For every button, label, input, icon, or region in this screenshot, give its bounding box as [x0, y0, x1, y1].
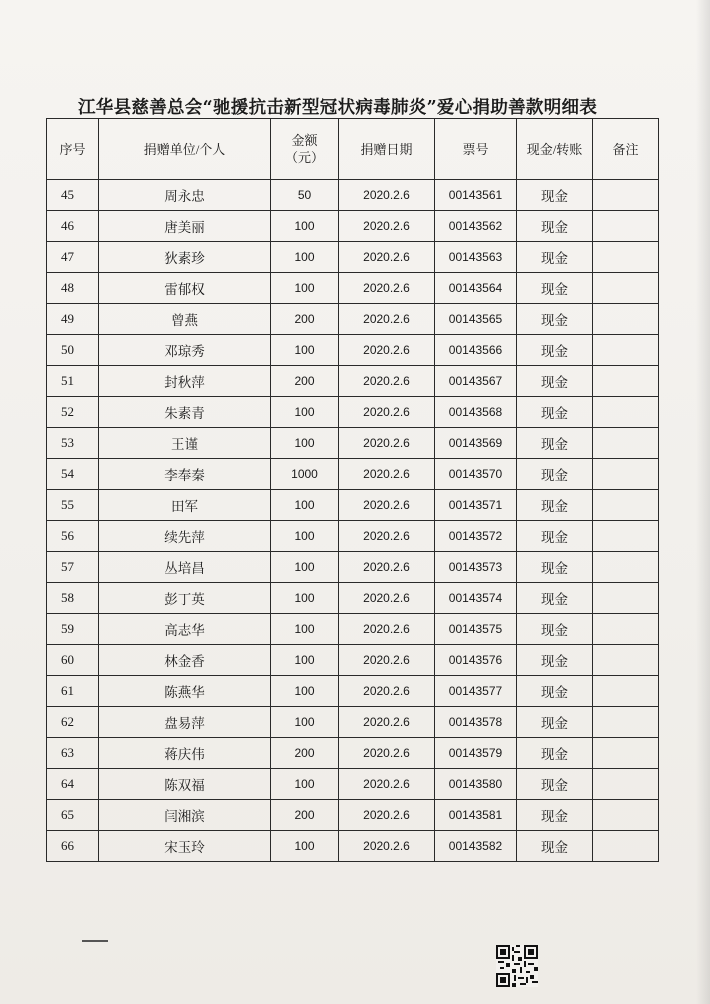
cell-donor: 田军 — [99, 490, 271, 521]
cell-ticket: 00143571 — [435, 490, 517, 521]
cell-date: 2020.2.6 — [339, 366, 435, 397]
cell-seq: 57 — [47, 552, 99, 583]
cell-note — [593, 614, 659, 645]
cell-amount: 100 — [271, 521, 339, 552]
cell-seq: 55 — [47, 490, 99, 521]
cell-method: 现金 — [517, 490, 593, 521]
cell-method: 现金 — [517, 769, 593, 800]
cell-donor: 邓琼秀 — [99, 335, 271, 366]
cell-note — [593, 831, 659, 862]
cell-donor: 高志华 — [99, 614, 271, 645]
table-row — [47, 645, 659, 676]
cell-seq: 54 — [47, 459, 99, 490]
cell-ticket: 00143566 — [435, 335, 517, 366]
cell-method: 现金 — [517, 211, 593, 242]
cell-donor: 王谨 — [99, 428, 271, 459]
cell-date: 2020.2.6 — [339, 738, 435, 769]
cell-ticket: 00143582 — [435, 831, 517, 862]
cell-date: 2020.2.6 — [339, 211, 435, 242]
donation-table — [46, 118, 659, 862]
cell-method: 现金 — [517, 242, 593, 273]
cell-seq: 63 — [47, 738, 99, 769]
cell-note — [593, 707, 659, 738]
cell-note — [593, 211, 659, 242]
cell-note — [593, 738, 659, 769]
cell-amount: 50 — [271, 180, 339, 211]
table-row — [47, 211, 659, 242]
cell-date: 2020.2.6 — [339, 707, 435, 738]
cell-seq: 61 — [47, 676, 99, 707]
cell-donor: 丛培昌 — [99, 552, 271, 583]
cell-date: 2020.2.6 — [339, 521, 435, 552]
page-edge-shadow — [696, 0, 710, 1004]
cell-donor: 唐美丽 — [99, 211, 271, 242]
table-row — [47, 459, 659, 490]
cell-date: 2020.2.6 — [339, 676, 435, 707]
cell-seq: 66 — [47, 831, 99, 862]
cell-ticket: 00143563 — [435, 242, 517, 273]
cell-ticket: 00143575 — [435, 614, 517, 645]
header-amount — [271, 119, 339, 180]
cell-amount: 100 — [271, 211, 339, 242]
cell-donor: 闫湘滨 — [99, 800, 271, 831]
cell-seq: 65 — [47, 800, 99, 831]
cell-note — [593, 335, 659, 366]
cell-note — [593, 769, 659, 800]
cell-donor: 狄素珍 — [99, 242, 271, 273]
cell-donor: 雷郁权 — [99, 273, 271, 304]
table-row — [47, 428, 659, 459]
cell-seq: 48 — [47, 273, 99, 304]
cell-ticket: 00143562 — [435, 211, 517, 242]
cell-ticket: 00143573 — [435, 552, 517, 583]
cell-donor: 宋玉玲 — [99, 831, 271, 862]
cell-amount: 100 — [271, 397, 339, 428]
cell-date: 2020.2.6 — [339, 614, 435, 645]
cell-ticket: 00143564 — [435, 273, 517, 304]
cell-method: 现金 — [517, 180, 593, 211]
cell-seq: 47 — [47, 242, 99, 273]
cell-seq: 51 — [47, 366, 99, 397]
header-method: 现金/转账 — [517, 119, 593, 180]
header-date: 捐赠日期 — [339, 119, 435, 180]
cell-method: 现金 — [517, 304, 593, 335]
cell-date: 2020.2.6 — [339, 180, 435, 211]
cell-method: 现金 — [517, 583, 593, 614]
table-row — [47, 707, 659, 738]
cell-method: 现金 — [517, 676, 593, 707]
cell-amount: 100 — [271, 676, 339, 707]
header-seq: 序号 — [47, 119, 99, 180]
cell-ticket: 00143569 — [435, 428, 517, 459]
table-row — [47, 769, 659, 800]
cell-seq: 50 — [47, 335, 99, 366]
cell-method: 现金 — [517, 273, 593, 304]
cell-note — [593, 273, 659, 304]
cell-seq: 56 — [47, 521, 99, 552]
cell-date: 2020.2.6 — [339, 583, 435, 614]
cell-date: 2020.2.6 — [339, 335, 435, 366]
cell-donor: 曾燕 — [99, 304, 271, 335]
table-row — [47, 831, 659, 862]
cell-note — [593, 366, 659, 397]
cell-date: 2020.2.6 — [339, 428, 435, 459]
cell-method: 现金 — [517, 397, 593, 428]
cell-donor: 李奉秦 — [99, 459, 271, 490]
cell-note — [593, 397, 659, 428]
table-row — [47, 366, 659, 397]
cell-method: 现金 — [517, 366, 593, 397]
table-row — [47, 552, 659, 583]
header-note: 备注 — [593, 119, 659, 180]
cell-date: 2020.2.6 — [339, 459, 435, 490]
cell-note — [593, 521, 659, 552]
cell-donor: 朱素青 — [99, 397, 271, 428]
corner-mark — [82, 940, 108, 942]
cell-date: 2020.2.6 — [339, 769, 435, 800]
cell-method: 现金 — [517, 552, 593, 583]
cell-method: 现金 — [517, 428, 593, 459]
table-row — [47, 304, 659, 335]
cell-note — [593, 428, 659, 459]
cell-seq: 62 — [47, 707, 99, 738]
cell-note — [593, 180, 659, 211]
table-row — [47, 676, 659, 707]
cell-amount: 100 — [271, 552, 339, 583]
cell-amount: 100 — [271, 769, 339, 800]
cell-date: 2020.2.6 — [339, 800, 435, 831]
cell-ticket: 00143580 — [435, 769, 517, 800]
table-body — [47, 180, 659, 862]
cell-donor: 周永忠 — [99, 180, 271, 211]
cell-amount: 200 — [271, 800, 339, 831]
cell-date: 2020.2.6 — [339, 397, 435, 428]
cell-donor: 蒋庆伟 — [99, 738, 271, 769]
cell-donor: 林金香 — [99, 645, 271, 676]
cell-method: 现金 — [517, 335, 593, 366]
cell-note — [593, 583, 659, 614]
cell-ticket: 00143576 — [435, 645, 517, 676]
header-ticket: 票号 — [435, 119, 517, 180]
cell-ticket: 00143561 — [435, 180, 517, 211]
cell-note — [593, 490, 659, 521]
cell-amount: 200 — [271, 366, 339, 397]
cell-donor: 盘易萍 — [99, 707, 271, 738]
cell-date: 2020.2.6 — [339, 645, 435, 676]
cell-ticket: 00143567 — [435, 366, 517, 397]
cell-note — [593, 552, 659, 583]
cell-method: 现金 — [517, 831, 593, 862]
table-row — [47, 242, 659, 273]
cell-amount: 100 — [271, 242, 339, 273]
cell-seq: 52 — [47, 397, 99, 428]
cell-amount: 1000 — [271, 459, 339, 490]
cell-seq: 49 — [47, 304, 99, 335]
document-title: 江华县慈善总会“驰援抗击新型冠状病毒肺炎”爱心捐助善款明细表 — [78, 98, 598, 118]
table-row — [47, 335, 659, 366]
header-amount-line2: （元） — [284, 150, 324, 165]
table-row — [47, 180, 659, 211]
cell-note — [593, 459, 659, 490]
cell-ticket: 00143577 — [435, 676, 517, 707]
cell-amount: 100 — [271, 490, 339, 521]
cell-donor: 彭丁英 — [99, 583, 271, 614]
cell-date: 2020.2.6 — [339, 242, 435, 273]
cell-amount: 100 — [271, 335, 339, 366]
cell-seq: 60 — [47, 645, 99, 676]
cell-amount: 100 — [271, 428, 339, 459]
cell-amount: 100 — [271, 707, 339, 738]
qr-code-icon — [496, 945, 538, 987]
table-row — [47, 738, 659, 769]
cell-date: 2020.2.6 — [339, 304, 435, 335]
cell-method: 现金 — [517, 614, 593, 645]
table-header-row — [47, 119, 659, 180]
table-row — [47, 800, 659, 831]
cell-ticket: 00143572 — [435, 521, 517, 552]
cell-ticket: 00143578 — [435, 707, 517, 738]
cell-note — [593, 676, 659, 707]
header-amount-line1: 金额 — [291, 133, 318, 148]
cell-amount: 100 — [271, 583, 339, 614]
cell-method: 现金 — [517, 800, 593, 831]
cell-ticket: 00143574 — [435, 583, 517, 614]
cell-note — [593, 304, 659, 335]
cell-amount: 100 — [271, 645, 339, 676]
table-row — [47, 583, 659, 614]
cell-date: 2020.2.6 — [339, 831, 435, 862]
cell-amount: 200 — [271, 304, 339, 335]
cell-date: 2020.2.6 — [339, 273, 435, 304]
table-row — [47, 273, 659, 304]
cell-seq: 53 — [47, 428, 99, 459]
cell-method: 现金 — [517, 459, 593, 490]
cell-note — [593, 242, 659, 273]
cell-note — [593, 800, 659, 831]
table-row — [47, 397, 659, 428]
cell-date: 2020.2.6 — [339, 490, 435, 521]
cell-seq: 46 — [47, 211, 99, 242]
cell-method: 现金 — [517, 707, 593, 738]
cell-ticket: 00143579 — [435, 738, 517, 769]
cell-seq: 45 — [47, 180, 99, 211]
cell-seq: 64 — [47, 769, 99, 800]
cell-amount: 200 — [271, 738, 339, 769]
cell-ticket: 00143581 — [435, 800, 517, 831]
cell-note — [593, 645, 659, 676]
cell-method: 现金 — [517, 738, 593, 769]
cell-amount: 100 — [271, 831, 339, 862]
header-donor: 捐赠单位/个人 — [99, 119, 271, 180]
cell-amount: 100 — [271, 614, 339, 645]
cell-seq: 59 — [47, 614, 99, 645]
cell-donor: 封秋萍 — [99, 366, 271, 397]
cell-donor: 陈双福 — [99, 769, 271, 800]
cell-method: 现金 — [517, 521, 593, 552]
table-row — [47, 614, 659, 645]
cell-method: 现金 — [517, 645, 593, 676]
table-row — [47, 521, 659, 552]
cell-seq: 58 — [47, 583, 99, 614]
cell-donor: 续先萍 — [99, 521, 271, 552]
cell-date: 2020.2.6 — [339, 552, 435, 583]
cell-ticket: 00143568 — [435, 397, 517, 428]
cell-ticket: 00143570 — [435, 459, 517, 490]
cell-ticket: 00143565 — [435, 304, 517, 335]
cell-donor: 陈燕华 — [99, 676, 271, 707]
table-row — [47, 490, 659, 521]
cell-amount: 100 — [271, 273, 339, 304]
